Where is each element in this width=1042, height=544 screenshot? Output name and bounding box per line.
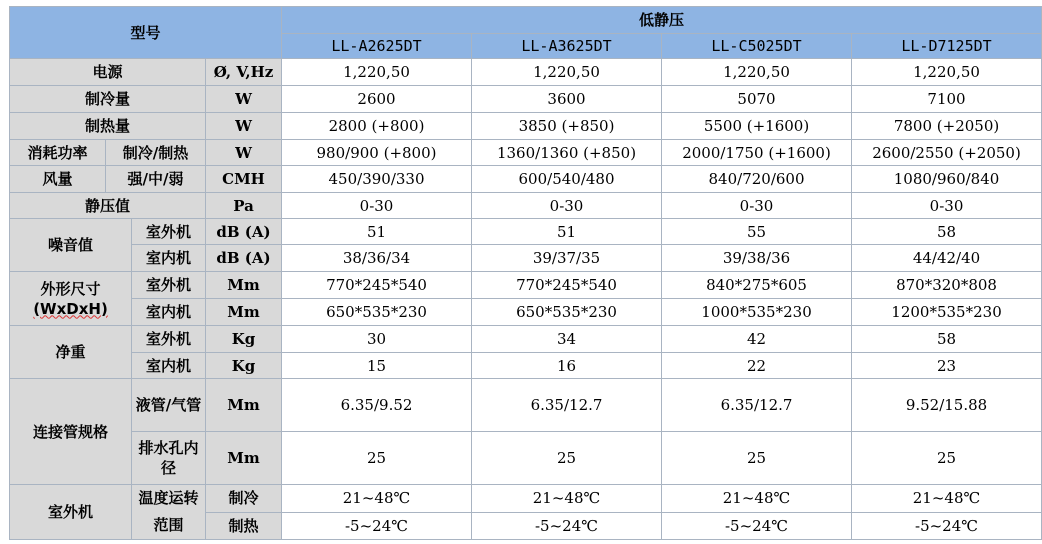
power-value: 1,220,50: [662, 59, 852, 86]
weight-indoor-value: 22: [662, 353, 852, 379]
airflow-value: 1080/960/840: [852, 166, 1042, 193]
noise-outdoor-value: 58: [852, 219, 1042, 245]
dimension-indoor-sub: 室内机: [132, 299, 206, 326]
pipe-drain-value: 25: [852, 432, 1042, 485]
power-consumption-value: 1360/1360 (+850): [472, 140, 662, 166]
temp-range-cool-unit: 制冷: [206, 485, 282, 513]
pipe-drain-sub: 排水孔内径: [132, 432, 206, 485]
pipe-spec-label: 连接管规格: [10, 379, 132, 485]
heating-capacity-label: 制热量: [10, 113, 206, 140]
static-pressure-value: 0-30: [472, 193, 662, 219]
power-value: 1,220,50: [852, 59, 1042, 86]
noise-outdoor-value: 55: [662, 219, 852, 245]
dimension-label: [10, 272, 132, 326]
model-name: LL-A2625DT: [282, 34, 472, 59]
weight-indoor-value: 23: [852, 353, 1042, 379]
cooling-capacity-label: 制冷量: [10, 86, 206, 113]
power-consumption-unit: W: [206, 140, 282, 166]
outdoor-unit-label: 室外机: [10, 485, 132, 540]
dimension-indoor-unit: Mm: [206, 299, 282, 326]
static-pressure-label: 静压值: [10, 193, 206, 219]
dimension-indoor-value: 650*535*230: [472, 299, 662, 326]
weight-outdoor-unit: Kg: [206, 326, 282, 353]
noise-indoor-value: 39/38/36: [662, 245, 852, 272]
pipe-liquid-gas-value: 6.35/12.7: [472, 379, 662, 432]
pipe-liquid-gas-value: 6.35/9.52: [282, 379, 472, 432]
airflow-value: 450/390/330: [282, 166, 472, 193]
pipe-liquid-gas-unit: Mm: [206, 379, 282, 432]
low-static-header: 低静压: [282, 7, 1042, 34]
noise-indoor-value: 44/42/40: [852, 245, 1042, 272]
pipe-liquid-gas-value: 9.52/15.88: [852, 379, 1042, 432]
weight-outdoor-value: 42: [662, 326, 852, 353]
heating-capacity-value: 7800 (+2050): [852, 113, 1042, 140]
dimension-outdoor-value: 770*245*540: [472, 272, 662, 299]
pipe-drain-unit: Mm: [206, 432, 282, 485]
airflow-label: 风量: [10, 166, 106, 193]
temp-range-cool-value: 21~48℃: [852, 485, 1042, 513]
model-name: LL-D7125DT: [852, 34, 1042, 59]
airflow-value: 600/540/480: [472, 166, 662, 193]
airflow-unit: CMH: [206, 166, 282, 193]
power-consumption-value: 2600/2550 (+2050): [852, 140, 1042, 166]
weight-indoor-value: 15: [282, 353, 472, 379]
weight-outdoor-value: 30: [282, 326, 472, 353]
pipe-drain-value: 25: [472, 432, 662, 485]
cooling-capacity-unit: W: [206, 86, 282, 113]
weight-indoor-unit: Kg: [206, 353, 282, 379]
static-pressure-unit: Pa: [206, 193, 282, 219]
temp-range-heat-value: -5~24℃: [472, 512, 662, 540]
cooling-capacity-value: 7100: [852, 86, 1042, 113]
heating-capacity-value: 5500 (+1600): [662, 113, 852, 140]
power-consumption-value: 2000/1750 (+1600): [662, 140, 852, 166]
power-consumption-label: 消耗功率: [10, 140, 106, 166]
power-value: 1,220,50: [472, 59, 662, 86]
temp-range-heat-unit: 制热: [206, 512, 282, 540]
noise-indoor-sub: 室内机: [132, 245, 206, 272]
temp-range-heat-value: -5~24℃: [662, 512, 852, 540]
temp-range-heat-value: -5~24℃: [852, 512, 1042, 540]
pipe-liquid-gas-value: 6.35/12.7: [662, 379, 852, 432]
noise-indoor-value: 39/37/35: [472, 245, 662, 272]
weight-indoor-sub: 室内机: [132, 353, 206, 379]
noise-outdoor-value: 51: [282, 219, 472, 245]
power-consumption-sub: 制冷/制热: [106, 140, 206, 166]
model-header: 型号: [10, 7, 282, 59]
pipe-drain-value: 25: [282, 432, 472, 485]
heating-capacity-value: 2800 (+800): [282, 113, 472, 140]
spec-table: [9, 6, 1042, 540]
model-name: LL-C5025DT: [662, 34, 852, 59]
static-pressure-value: 0-30: [852, 193, 1042, 219]
weight-outdoor-value: 34: [472, 326, 662, 353]
model-name: LL-A3625DT: [472, 34, 662, 59]
static-pressure-value: 0-30: [662, 193, 852, 219]
airflow-sub: 强/中/弱: [106, 166, 206, 193]
power-value: 1,220,50: [282, 59, 472, 86]
dimension-indoor-value: 650*535*230: [282, 299, 472, 326]
weight-indoor-value: 16: [472, 353, 662, 379]
noise-outdoor-sub: 室外机: [132, 219, 206, 245]
weight-outdoor-value: 58: [852, 326, 1042, 353]
power-unit: Ø, V,Hz: [206, 59, 282, 86]
cooling-capacity-value: 5070: [662, 86, 852, 113]
pipe-drain-value: 25: [662, 432, 852, 485]
noise-outdoor-unit: dB (A): [206, 219, 282, 245]
dimension-outdoor-value: 840*275*605: [662, 272, 852, 299]
temp-range-sub: 温度运转范围: [132, 485, 206, 540]
dimension-outdoor-sub: 室外机: [132, 272, 206, 299]
cooling-capacity-value: 3600: [472, 86, 662, 113]
temp-range-cool-value: 21~48℃: [662, 485, 852, 513]
dimension-indoor-value: 1000*535*230: [662, 299, 852, 326]
dimension-outdoor-unit: Mm: [206, 272, 282, 299]
dimension-label-text: 外形尺寸: [40, 279, 101, 298]
cooling-capacity-value: 2600: [282, 86, 472, 113]
noise-outdoor-value: 51: [472, 219, 662, 245]
weight-outdoor-sub: 室外机: [132, 326, 206, 353]
dimension-label-wxdxh: (WxDxH): [33, 299, 108, 318]
dimension-indoor-value: 1200*535*230: [852, 299, 1042, 326]
temp-range-cool-value: 21~48℃: [282, 485, 472, 513]
noise-indoor-value: 38/36/34: [282, 245, 472, 272]
heating-capacity-value: 3850 (+850): [472, 113, 662, 140]
dimension-outdoor-value: 770*245*540: [282, 272, 472, 299]
airflow-value: 840/720/600: [662, 166, 852, 193]
noise-label: 噪音值: [10, 219, 132, 272]
power-consumption-value: 980/900 (+800): [282, 140, 472, 166]
net-weight-label: 净重: [10, 326, 132, 379]
static-pressure-value: 0-30: [282, 193, 472, 219]
dimension-outdoor-value: 870*320*808: [852, 272, 1042, 299]
temp-range-cool-value: 21~48℃: [472, 485, 662, 513]
heating-capacity-unit: W: [206, 113, 282, 140]
pipe-liquid-gas-sub: 液管/气管: [132, 379, 206, 432]
temp-range-heat-value: -5~24℃: [282, 512, 472, 540]
power-label: 电源: [10, 59, 206, 86]
noise-indoor-unit: dB (A): [206, 245, 282, 272]
